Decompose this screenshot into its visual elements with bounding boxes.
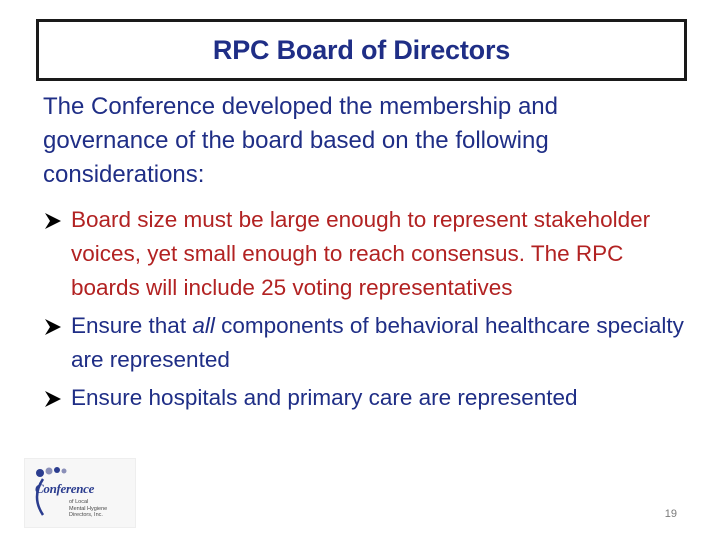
conference-logo bbox=[24, 458, 136, 528]
bullet-text-part: Ensure that bbox=[71, 313, 193, 338]
logo-subtitle-line: Mental Hygiene bbox=[69, 505, 108, 512]
intro-paragraph: The Conference developed the membership and governance of the board based on the following considerations: bbox=[43, 93, 558, 188]
bullet-text-part: components of behavioral healthcare specialty are represented bbox=[71, 313, 684, 372]
arrowhead-bullet-icon bbox=[43, 203, 67, 237]
bullet-item bbox=[43, 309, 693, 377]
logo-subtitle-line: Directors, Inc. bbox=[69, 512, 103, 518]
logo-subtitle-line: of Local bbox=[69, 499, 89, 505]
arrowhead-bullet-icon bbox=[43, 309, 67, 343]
bullet-text-part: Ensure hospitals and primary care are represented bbox=[71, 385, 578, 410]
logo-brand: Conference bbox=[35, 481, 95, 496]
bullet-text-emphasis: all bbox=[192, 313, 215, 338]
logo-subtitle bbox=[69, 499, 129, 519]
title-box bbox=[36, 19, 687, 81]
bullet-item bbox=[43, 203, 693, 305]
bullet-text bbox=[71, 313, 684, 372]
bullet-text bbox=[71, 385, 578, 410]
bullet-item bbox=[43, 381, 693, 415]
arrowhead-bullet-icon bbox=[43, 381, 67, 415]
bullet-text-part: Board size must be large enough to represent stakeholder voices, yet small enough to reach consensus. The RPC boards will include 25 voting representatives bbox=[71, 207, 651, 300]
page-number: 19 bbox=[664, 508, 677, 520]
slide-title: RPC Board of Directors bbox=[212, 34, 511, 65]
bullet-text bbox=[71, 207, 650, 300]
bullet-list bbox=[43, 203, 693, 419]
